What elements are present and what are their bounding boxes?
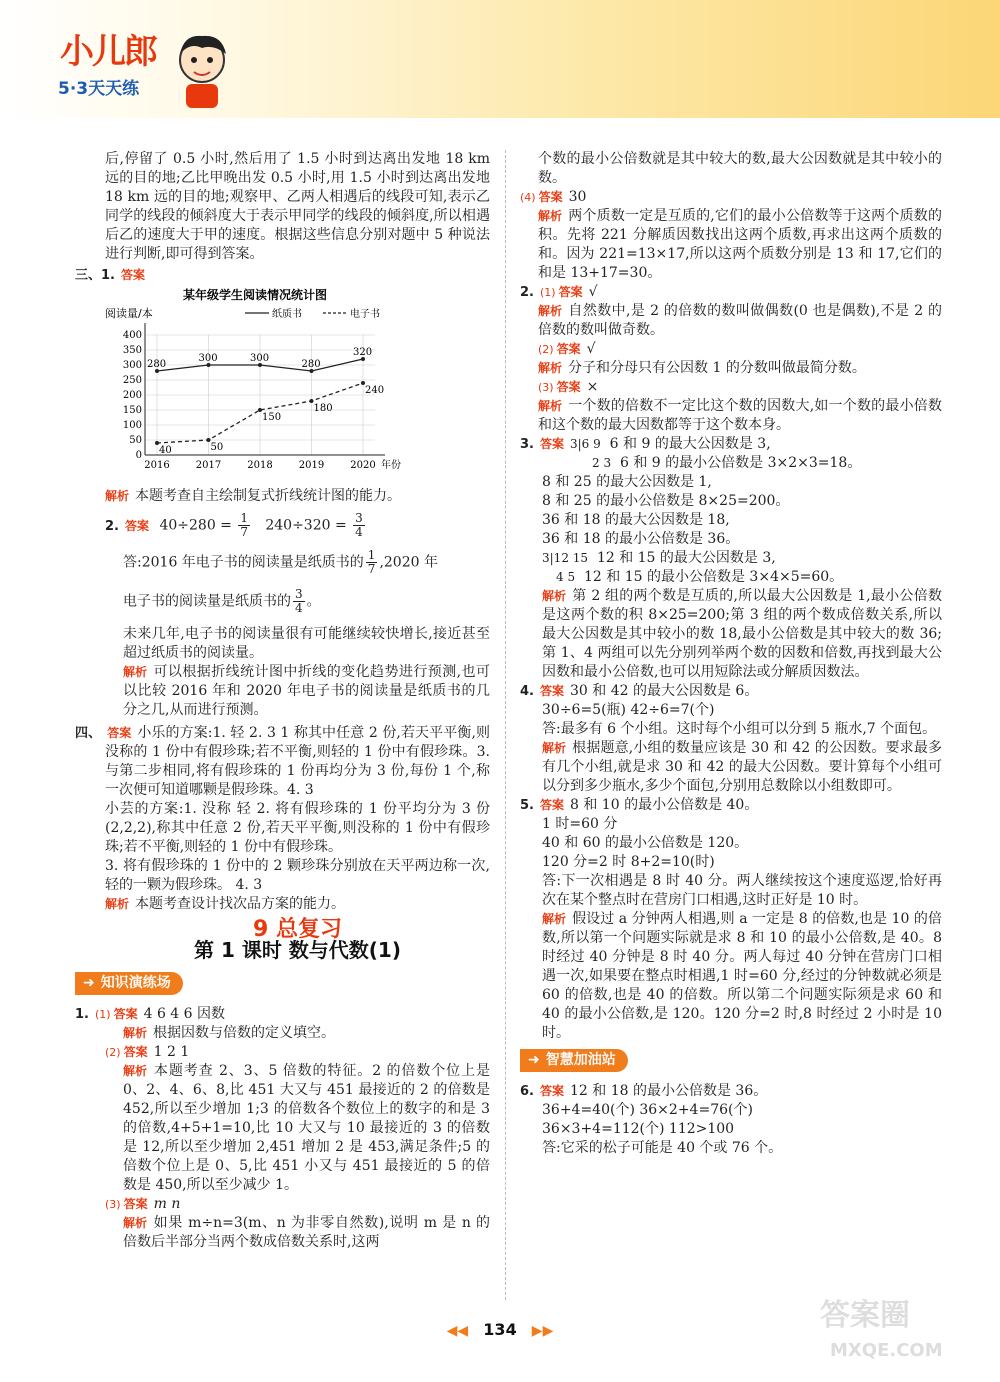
x-tick-label: 2020: [350, 460, 376, 471]
r-q6: 6. 答案 12 和 18 的最小公倍数是 36。: [520, 1083, 768, 1099]
q1-3-analysis: 解析 如果 m÷n=3(m、n 为非零自然数),说明 m 是 n 的倍数后半部分当两个数成倍数关系时,这两: [123, 1215, 490, 1250]
mascot-icon: [170, 30, 234, 110]
r-q6-b: 36×3+4=112(个) 112>100: [542, 1121, 735, 1137]
section-4-plan-b-step3: 3. 将有假珍珠的 1 份中的 2 颗珍珠分别放在天平两边称一次,轻的一颗为假珍珠。 4. 3: [105, 858, 490, 893]
watermark-url: MXQE.COM: [830, 1340, 943, 1361]
section-3-q1: [75, 266, 490, 285]
left-column: [75, 150, 490, 1252]
section-4-plan-b: 小芸的方案:1. 没称 轻 2. 将有假珍珠的 1 份平均分为 3 份(2,2,2),称其中任意 2 份,若天平平衡,则没称的 1 份中有假珍珠;若不平衡,则轻的 1 份中有假珍珠。: [105, 801, 490, 855]
y-tick-label: 300: [122, 360, 142, 371]
x-tick-label: 2016: [144, 460, 170, 471]
r-q5: 5. 答案 8 和 10 的最小公倍数是 40。: [520, 797, 759, 813]
data-label: 300: [250, 353, 270, 364]
q1-3: (3) 答案 m n: [105, 1196, 181, 1212]
chart-legend: [245, 307, 380, 320]
section-4-answer: 四、 答案 小乐的方案:1. 轻 2. 3 1 称其中任意 2 份,若天平平衡,则没称的 1 份中有假珍珠;若不平衡,则轻的 1 份中有假珍珠。3. 与第二步相同,将有假珍珠的 1 份再均分为 3 份,每份 1 个,称一次便可知道哪颗是假珍珠。4. 3: [75, 725, 490, 798]
r-q2-3: (3) 答案 ×: [538, 379, 599, 395]
data-label: 50: [210, 442, 224, 453]
prev-analysis-text: 后,停留了 0.5 小时,然后用了 1.5 小时到达离出发地 18 km 远的目的地;乙比甲晚出发 0.5 小时,用 1.5 小时到达离出发地 18 km 远的目的地;观察甲、乙两人相遇后的线段可知,表示乙同学的线段的倾斜度大于表示甲同学的线段的倾斜度,所以相遇后乙的速度大于甲的速度。根据这些信息分别对题中 5 种说法进行判断,即可得到答案。: [105, 151, 490, 262]
r-q1-4-analysis: 解析 两个质数一定是互质的,它们的最小公倍数等于这两个质数的积。先将 221 分解质因数找出这两个质数,再求出这两个质数的和。因为 221=13×17,所以这两个质数分别是 13 和 17,它们的和是 13+17=30。: [538, 208, 942, 281]
r-q5-b: 40 和 60 的最小公倍数是 120。: [542, 835, 749, 851]
r-q5-a: 1 时=60 分: [542, 816, 618, 832]
r-q3-b: 2 3 6 和 9 的最小公倍数是 3×2×3=18。: [592, 455, 862, 471]
fraction-3-4: $\frac{3}{4}$: [355, 511, 363, 539]
data-label: 40: [159, 445, 172, 456]
legend-label: 电子书: [350, 309, 380, 320]
chart-title: 某年级学生阅读情况统计图: [182, 288, 328, 302]
r-q3-e: 36 和 18 的最大公因数是 18,: [542, 512, 730, 528]
arrow-icon: ➜: [83, 975, 95, 991]
r-q4-a: 30÷6=5(瓶) 42÷6=7(个): [542, 702, 715, 718]
column-divider: [505, 150, 506, 1300]
r-q1-4: (4) 答案 30: [520, 189, 587, 205]
arrow-icon: ➜: [528, 1052, 540, 1068]
r-q5-c: 120 分=2 时 8+2=10(时): [542, 854, 715, 870]
chart-data-labels: [147, 347, 384, 456]
challenge-banner: ➜ 智慧加油站: [520, 1049, 628, 1072]
r-q2-1: 2. (1) 答案 √: [520, 284, 598, 300]
q1-2-analysis: 解析 本题考查 2、3、5 倍数的特征。2 的倍数个位上是 0、2、4、6、8,比 451 大又与 451 最接近的 2 的倍数是 452,所以至少增加 1;3 的倍数各个数位上的数字的和是 3 的倍数,4+5+1=10,比 10 大又与 10 最接近的 3 的倍数是 12,所以至少增加 2,451 增加 2 是 453,满足条件;5 的倍数个位上是 0、5,比 451 小又与 451 最接近的 5 的倍数是 450,所以至少减少 1。: [123, 1063, 490, 1193]
y-tick-label: 150: [122, 405, 142, 416]
q2-answer-line: [105, 512, 490, 539]
answer-tag: 答案: [124, 518, 149, 533]
calc-a: 40÷280 =: [159, 517, 232, 534]
section-4-analysis: 解析 本题考查设计找次品方案的能力。: [105, 896, 346, 912]
q1-1-analysis: 解析 根据因数与倍数的定义填空。: [123, 1025, 336, 1041]
r-q2-2-analysis: 解析 分子和分母只有公因数 1 的分数叫做最简分数。: [538, 360, 866, 376]
watermark-logo: 答案圈: [820, 1298, 910, 1333]
q2-answer-text-3: 未来几年,电子书的阅读量很有可能继续较快增长,接近甚至超过纸质书的阅读量。: [123, 626, 490, 661]
legend-label: 纸质书: [272, 309, 302, 320]
q2-analysis: 解析 可以根据折线统计图中折线的变化趋势进行预测,也可以比较 2016 年和 2020 年电子书的阅读量是纸质书的几分之几,从而进行预测。: [123, 664, 490, 718]
y-tick-label: 200: [122, 390, 142, 401]
r-continued-text: 个数的最小公倍数就是其中较大的数,最大公因数就是其中较小的数。: [538, 151, 942, 186]
analysis-tag: 解析: [105, 489, 130, 503]
y-tick-label: 350: [122, 345, 142, 356]
r-q4-b: 答:最多有 6 个小组。这时每个小组可以分到 5 瓶水,7 个面包。: [542, 721, 937, 737]
r-q3-g: 3|12 15 12 和 15 的最大公因数是 3,: [542, 550, 776, 566]
r-q4-analysis: 解析 根据题意,小组的数量应该是 30 和 42 的公因数。要求最多有几个小组,就是求 30 和 42 的最大公因数。要计算每个小组可以分到多少瓶水,多少个面包,分别用总数除以小组数即可。: [542, 740, 942, 794]
y-tick-label: 100: [122, 420, 142, 431]
question-number: 三、1.: [75, 268, 115, 283]
y-tick-label: 400: [122, 330, 142, 341]
reading-line-chart: [105, 287, 405, 477]
practice-banner: ➜ 知识演练场: [75, 972, 183, 995]
page-header: [0, 0, 1000, 118]
r-q6-a: 36+4=40(个) 36×2+4=76(个): [542, 1102, 753, 1118]
q2-answer-text-2: 电子书的阅读量是纸质书的 $\frac{3}{4}$ 。: [123, 587, 321, 615]
page-number: 134: [483, 1320, 517, 1339]
r-q2-3-analysis: 解析 一个数的倍数不一定比这个数的因数大,如一个数的最小倍数和这个数的最大因数都等于这个数本身。: [538, 398, 942, 433]
page-footer: [0, 1320, 1000, 1339]
q2-answer-text-1: 答:2016 年电子书的阅读量是纸质书的 $\frac{1}{7}$ ,2020 年: [123, 548, 438, 576]
r-q4: 4. 答案 30 和 42 的最大公因数是 6。: [520, 683, 759, 699]
brand-logo: 小儿郎: [60, 32, 156, 72]
r-q3-c: 8 和 25 的最大公因数是 1,: [542, 474, 712, 490]
calc-b: 240÷320 =: [265, 517, 347, 534]
y-tick-label: 0: [135, 450, 142, 461]
q1-1: 1. (1) 答案 4 6 4 6 因数: [75, 1006, 226, 1022]
y-axis-label: 阅读量/本: [105, 307, 153, 320]
q1-analysis: [105, 487, 490, 506]
r-q3-h: 4 5 12 和 15 的最小公倍数是 3×4×5=60。: [556, 569, 844, 585]
data-label: 320: [353, 347, 373, 358]
data-label: 150: [262, 412, 282, 423]
chapter-title: 9 总复习: [253, 917, 342, 942]
r-q3-a: 3. 答案 3|6 9 6 和 9 的最大公因数是 3,: [520, 436, 771, 452]
right-column: [520, 150, 942, 1158]
x-tick-label: 2018: [247, 460, 273, 471]
question-number: 2.: [105, 518, 119, 534]
lesson-title: 第 1 课时 数与代数(1): [193, 938, 401, 962]
next-arrows-icon: ▶▶: [531, 1323, 554, 1339]
r-q3-d: 8 和 25 的最小公倍数是 8×25=200。: [542, 493, 790, 509]
r-q6-c: 答:它采的松子可能是 40 个或 76 个。: [542, 1140, 783, 1156]
x-axis-label: 年份: [381, 460, 401, 471]
data-label: 240: [365, 385, 385, 396]
y-tick-label: 250: [122, 375, 142, 386]
y-tick-label: 50: [129, 435, 142, 446]
r-q3-analysis: 解析 第 2 组的两个数是互质的,所以最大公因数是 1,最小公倍数是这两个数的积 8×25=200;第 3 组的两个数成倍数关系,所以最大公因数是其中较小的数 18,最小公倍数是其中较大的数 36;第 1、4 两组可以先分别列举两个数的因数和倍数,再找到最大公因数和最小公倍数,也可以用短除法或分解质因数法。: [542, 588, 942, 680]
r-q3-f: 36 和 18 的最小公倍数是 36。: [542, 531, 740, 547]
data-label: 280: [301, 359, 321, 370]
r-q2-1-analysis: 解析 自然数中,是 2 的倍数的数叫做偶数(0 也是偶数),不是 2 的倍数的数叫做奇数。: [538, 303, 942, 338]
answer-tag: 答案: [120, 268, 145, 282]
x-tick-label: 2017: [195, 460, 222, 471]
r-q5-analysis: 解析 假设过 a 分钟两人相遇,则 a 一定是 8 的倍数,也是 10 的倍数,所以第一个问题实际就是求 8 和 10 的最小公倍数,是 40。8 时经过 40 分钟是 8 时 40 分。两人每过 40 分钟在营房门口相遇一次,如果要在整点时相遇,1 时=60 分,经过的分钟数就必须是 60 的倍数,也是 40 的倍数。所以第二个问题实际须是求 60 和 40 的最小公倍数,是 120。120 分=2 时,8 时经过 2 小时是 10 时。: [542, 911, 942, 1041]
r-q5-d: 答:下一次相遇是 8 时 40 分。两人继续按这个速度巡逻,恰好再次在某个整点时在营房门口相遇,这时正好是 10 时。: [542, 873, 942, 908]
data-label: 180: [313, 403, 333, 414]
prev-arrows-icon: ◀◀: [446, 1323, 469, 1339]
r-q2-2: (2) 答案 √: [538, 341, 596, 357]
q1-2: (2) 答案 1 2 1: [105, 1044, 190, 1060]
brand-subtitle: 5·3天天练: [58, 79, 140, 99]
data-label: 280: [147, 359, 167, 370]
fraction-1-7: $\frac{1}{7}$: [240, 511, 248, 539]
x-tick-label: 2019: [298, 460, 325, 471]
data-label: 300: [198, 353, 218, 364]
analysis-text: 本题考查自主绘制复式折线统计图的能力。: [135, 488, 402, 504]
